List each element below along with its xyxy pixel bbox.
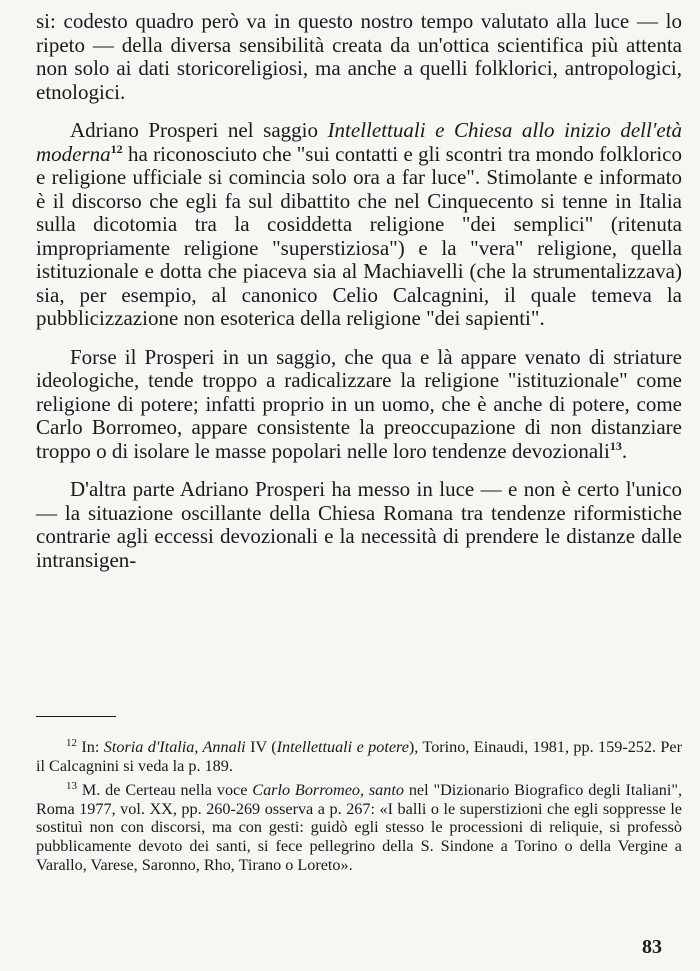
footnote <box>36 738 682 775</box>
footnotes <box>36 738 682 874</box>
text-run: . <box>621 438 628 463</box>
footnote-number: 12 <box>66 737 77 749</box>
footnote-number: 13 <box>66 780 77 793</box>
text-run: In: <box>81 738 104 756</box>
text-run: IV ( <box>245 738 277 756</box>
text-run: ), Torino, Einaudi, 1981, pp. 159-252. Per il Calcagnini si veda la p. 189. <box>36 738 683 775</box>
text-run: Adriano Prosperi nel saggio <box>70 118 328 142</box>
paragraph <box>36 10 682 104</box>
paragraph <box>36 478 682 572</box>
text-run: M. de Certeau nella voce <box>81 781 253 800</box>
text-run: Forse il Prosperi in un saggio, che qua e là appare venato di striature ideologiche, tende troppo a radicalizzare la religione "istituzionale" come religione di potere; infatti proprio in un uomo, che è anche di potere, come Carlo Borromeo, appare consistente la preoccupazione di non distanziare troppo o di isolare le masse popolari nelle loro tendenze devozionali <box>36 344 682 463</box>
italic-title: Intellettuali e potere <box>276 738 409 756</box>
italic-title: Carlo Borromeo, santo <box>252 781 404 800</box>
italic-title: Storia d'Italia, Annali <box>103 738 246 756</box>
footnote-ref: 13 <box>609 438 622 453</box>
footnote-ref: 12 <box>110 141 123 156</box>
paragraph <box>36 346 682 464</box>
text-run: ha riconosciuto che "sui contatti e gli scontri tra mondo folklorico e religione ufficiale si comincia solo ora a far luce". Stimolante e informato è il discorso che egli fa sul dibattito che nel Cinquecento si tenne in Italia sulla dicotomia tra la cosiddetta religione "dei semplici" (ritenuta impropriamente religione "superstiziosa") e la "vera" religione, quella istituzionale e dotta che piaceva sia al Machiavelli (che la strumentalizzava) sia, per esempio, al canonico Celio Calcagnini, il quale temeva la pubblicizzazione non esoterica della religione "dei sapienti". <box>36 141 682 330</box>
text-run: nel "Dizionario Biografico degli Italiani", Roma 1977, vol. XX, pp. 260-269 osserva a p. 267: «I balli o le superstizioni che egli soppresse le sostituì non con discorsi, ma con gesti: guidò egli stesso le processioni di reliquie, si professò pubblicamente devoto dei santi, si fece pellegrino della S. Sindone a Torino o della Vergine a Varallo, Varese, Saronno, Rho, Tirano o Loreto». <box>36 781 682 874</box>
page-number: 83 <box>642 936 662 958</box>
footnote <box>36 781 682 874</box>
footnote-divider <box>36 716 116 717</box>
italic-title: Intellettuali e Chiesa allo inizio dell'età moderna <box>36 118 682 166</box>
paragraph <box>36 119 682 331</box>
text-run: si: codesto quadro però va in questo nostro tempo valutato alla luce — lo ripeto — della diversa sensibilità creata da un'ottica scientifica più attenta non solo ai dati storicoreligiosi, ma anche a quelli folklorici, antropologici, etnologici. <box>36 9 682 104</box>
text-run: D'altra parte Adriano Prosperi ha messo in luce — e non è certo l'unico — la situazione oscillante della Chiesa Romana tra tendenze riformistiche contrarie agli eccessi devozionali e la necessità di prendere le distanze dalle intransigen- <box>36 477 682 572</box>
main-text <box>36 10 682 572</box>
